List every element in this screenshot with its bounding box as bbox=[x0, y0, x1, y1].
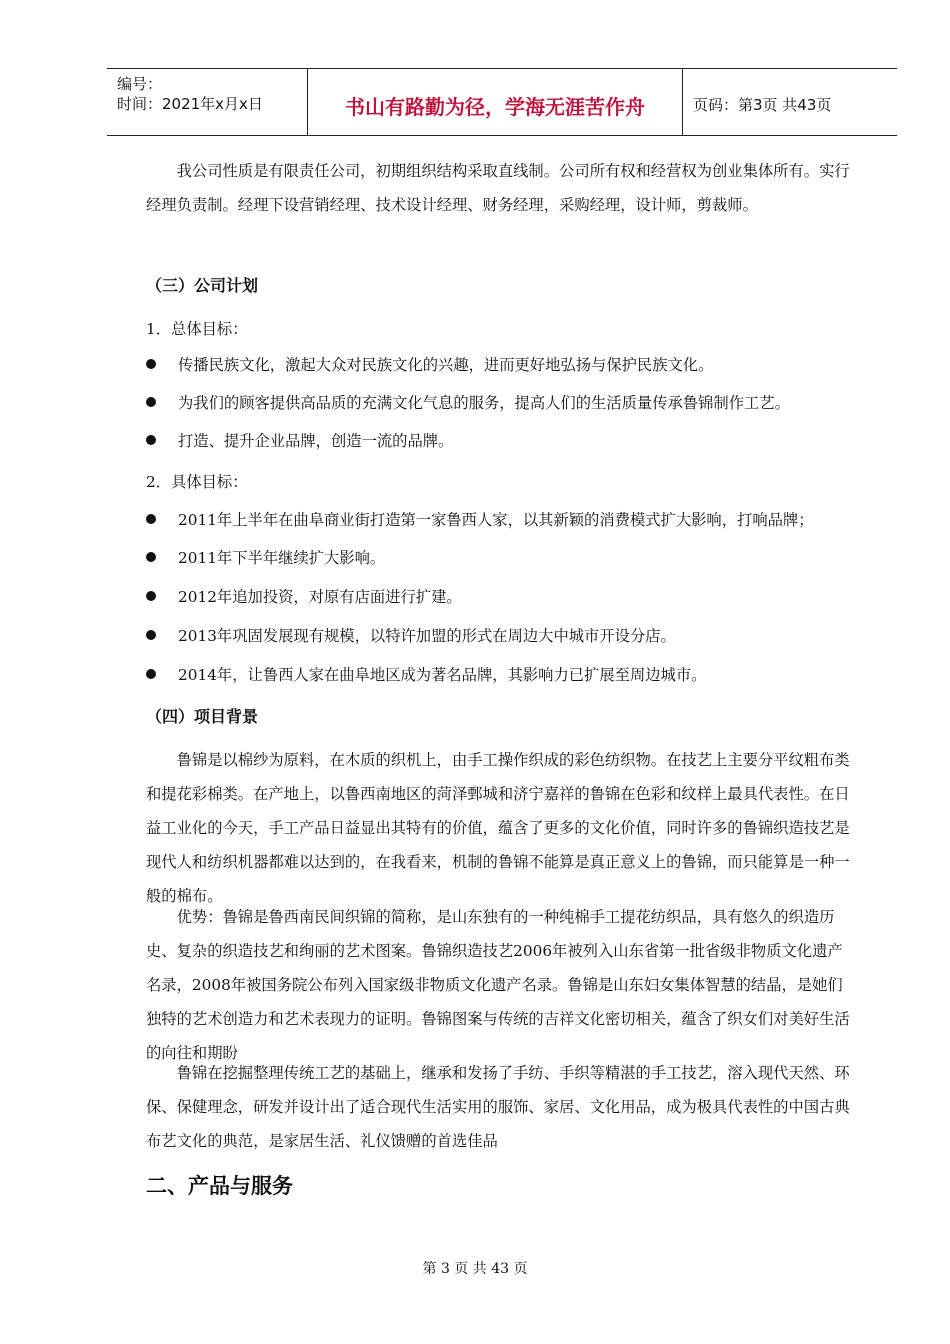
bullet-icon bbox=[146, 359, 156, 369]
list-item bbox=[146, 353, 713, 375]
list-item bbox=[146, 508, 814, 530]
intro-paragraph: 我公司性质是有限责任公司，初期组织结构采取直线制。公司所有权和经营权为创业集体所有。实行经理负责制。经理下设营销经理、技术设计经理、财务经理，采购经理，设计师，剪裁师。 bbox=[146, 162, 850, 214]
page-footer: 第 3 页 共 43 页 bbox=[422, 1261, 528, 1277]
header-left-cell bbox=[107, 69, 308, 135]
bullet-icon bbox=[146, 552, 156, 562]
bullet-icon bbox=[146, 514, 156, 524]
list-item bbox=[146, 391, 790, 413]
document-number-label: 编号： bbox=[117, 75, 163, 93]
specific-goals-label: 2．具体目标： bbox=[146, 473, 248, 491]
list-item-text: 2014年，让鲁西人家在曲阜地区成为著名品牌，其影响力已扩展至周边城市。 bbox=[178, 666, 707, 684]
header-motto: 书山有路勤为径，学海无涯苦作舟 bbox=[345, 95, 645, 119]
list-item-text: 2011年下半年继续扩大影响。 bbox=[178, 549, 386, 567]
overall-goals-label: 1．总体目标： bbox=[146, 320, 248, 338]
intro-paragraph-block bbox=[146, 154, 852, 222]
background-paragraph: 优势：鲁锦是鲁西南民间织锦的简称，是山东独有的一种纯棉手工提花纺织品，具有悠久的织造历史、复杂的织造技艺和绚丽的艺术图案。鲁锦织造技艺2006年被列入山东省第一批省级非物质文化遗产名录，2008年被国务院公布列入国家级非物质文化遗产名录。鲁锦是山东妇女集体智慧的结晶，是她们独特的艺术创造力和艺术表现力的证明。鲁锦图案与传统的吉祥文化密切相关，蕴含了织女们对美好生活的向往和期盼 bbox=[146, 908, 850, 1062]
bullet-icon bbox=[146, 591, 156, 601]
bullet-icon bbox=[146, 669, 156, 679]
list-item bbox=[146, 624, 676, 646]
background-paragraph-block-2 bbox=[146, 900, 852, 1070]
list-item bbox=[146, 429, 453, 451]
list-item bbox=[146, 546, 385, 568]
document-time-label: 时间：2021年x月x日 bbox=[117, 95, 263, 113]
header-motto-cell bbox=[308, 69, 683, 135]
background-paragraph: 鲁锦是以棉纱为原料，在木质的织机上，由手工操作织成的彩色纺织物。在技艺上主要分平纹粗布类和提花彩棉类。在产地上，以鲁西南地区的菏泽鄄城和济宁嘉祥的鲁锦在色彩和纹样上最具代表性。在日益工业化的今天，手工产品日益显出其特有的价值，蕴含了更多的文化价值，同时许多的鲁锦织造技艺是现代人和纺织机器都难以达到的，在我看来，机制的鲁锦不能算是真正意义上的鲁锦，而只能算是一种一般的棉布。 bbox=[146, 751, 850, 905]
list-item-text: 打造、提升企业品牌，创造一流的品牌。 bbox=[178, 432, 454, 450]
section-heading-project-background: （四）项目背景 bbox=[146, 707, 259, 726]
list-item-text: 2011年上半年在曲阜商业街打造第一家鲁西人家，以其新颖的消费模式扩大影响，打响品牌； bbox=[178, 511, 814, 529]
list-item-text: 传播民族文化，激起大众对民族文化的兴趣，进而更好地弘扬与保护民族文化。 bbox=[178, 356, 714, 374]
bullet-icon bbox=[146, 630, 156, 640]
background-paragraph-block-3 bbox=[146, 1056, 852, 1158]
list-item-text: 2013年巩固发展现有规模，以特许加盟的形式在周边大中城市开设分店。 bbox=[178, 627, 676, 645]
list-item bbox=[146, 585, 462, 607]
background-paragraph: 鲁锦在挖掘整理传统工艺的基础上，继承和发扬了手纺、手织等精湛的手工技艺，溶入现代天然、环保、保健理念，研发并设计出了适合现代生活实用的服饰、家居、文化用品，成为极具代表性的中国古典布艺文化的典范，是家居生活、礼仪馈赠的首选佳品 bbox=[146, 1064, 850, 1150]
list-item-text: 2012年追加投资，对原有店面进行扩建。 bbox=[178, 588, 462, 606]
background-paragraph-block-1 bbox=[146, 743, 852, 913]
document-header-table bbox=[107, 68, 897, 136]
bullet-icon bbox=[146, 397, 156, 407]
header-page-cell bbox=[683, 69, 897, 135]
list-item-text: 为我们的顾客提供高品质的充满文化气息的服务，提高人们的生活质量传承鲁锦制作工艺。 bbox=[178, 394, 790, 412]
bullet-icon bbox=[146, 435, 156, 445]
section-heading-company-plan: （三）公司计划 bbox=[146, 276, 259, 295]
section-title-products-services: 二、产品与服务 bbox=[146, 1174, 293, 1198]
list-item bbox=[146, 663, 706, 685]
header-page-number: 页码：第3页 共43页 bbox=[693, 96, 832, 114]
